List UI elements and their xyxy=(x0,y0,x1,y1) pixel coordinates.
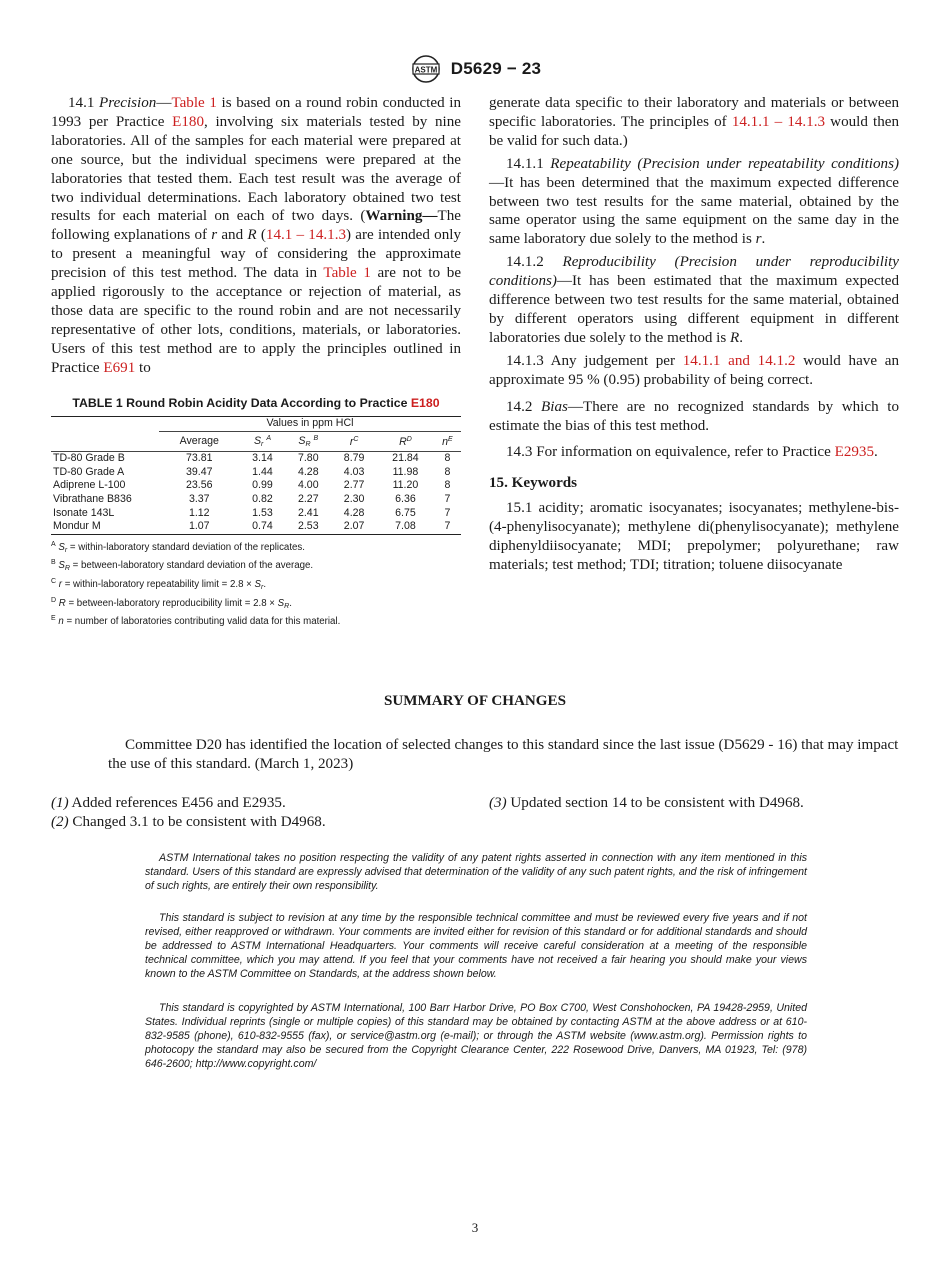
left-column xyxy=(51,94,461,378)
group-header: Values in ppm HCl xyxy=(159,417,461,432)
e180-link[interactable]: E180 xyxy=(410,396,440,410)
table-row: Adiprene L-100 23.56 0.99 4.00 2.77 11.20 8 xyxy=(53,479,451,492)
right-column xyxy=(489,94,899,575)
table-title: TABLE 1 Round Robin Acidity Data According to Practice E180 xyxy=(72,396,440,410)
footnote-a: $^A$ $S_r$ = within-laboratory standard deviation of the replicates. xyxy=(51,540,305,554)
column-header: $r^C$ xyxy=(349,436,359,449)
summary-text: Committee D20 has identified the location of selected changes to this standard since the last issue (D5629 - 16) that may impact the use of this standard. (March 1, 2023) xyxy=(108,737,899,772)
e180-link[interactable]: E180 xyxy=(172,113,205,130)
paragraph-14-1-3: 14.1.3 Any judgement per 14.1.1 and 14.1.2 would have an approximate 95 % (0.95) probability of being correct. xyxy=(489,352,900,388)
footnote-b: $^B$ $S_R$ = between-laboratory standard deviation of the average. xyxy=(51,559,314,573)
column-header: Average xyxy=(179,434,219,447)
section-range-link[interactable]: 14.1.1 – 14.1.3 xyxy=(731,113,826,130)
footnote-e: $^E$ n = number of laboratories contributing valid data for this material. xyxy=(51,615,341,628)
footnote-c: $^C$ r = within-laboratory repeatability limit = $2.8 \times S_r$. xyxy=(51,577,267,591)
table-row: Isonate 143L 1.12 1.53 2.41 4.28 6.75 7 xyxy=(53,506,451,519)
section-range-link[interactable]: 14.1 – 14.1.3 xyxy=(265,227,347,244)
paragraph-14-1-2: 14.1.2 Reproducibility (Precision under reproducibility conditions)—It has been estimated that the maximum expected difference between two test results for the same material, obtained by different operators using different equipment in different laboratories due solely to the method is R. xyxy=(489,254,899,346)
astm-logo-icon xyxy=(409,54,443,84)
paragraph-14-3: 14.3 For information on equivalence, refer to Practice E2935. xyxy=(506,444,878,461)
column-header: $S_R$ $^B$ xyxy=(298,434,319,448)
table-row: TD-80 Grade A 39.47 1.44 4.28 4.03 11.98 8 xyxy=(53,465,451,478)
section-15-heading: 15. Keywords xyxy=(489,475,578,492)
table-1 xyxy=(51,396,461,629)
footnote-d: $^D$ R = between-laboratory reproducibility limit = $2.8 \times S_R$. xyxy=(51,596,292,610)
svg-text:ASTM: ASTM xyxy=(414,65,438,75)
acidity-data-table xyxy=(51,416,461,535)
table-footnotes xyxy=(51,539,461,629)
section-ref-link[interactable]: 14.1.1 and 14.1.2 xyxy=(682,352,796,369)
changes-list-right xyxy=(489,794,909,813)
patent-notice: ASTM International takes no position respecting the validity of any patent rights asserted in connection with any item mentioned in this standard. Users of this standard are expressly advised that determination of the validity of any such patent rights, and the risk of infringement of such rights, are entirely their own responsibility. xyxy=(145,852,807,892)
page-header xyxy=(0,54,950,84)
e691-link[interactable]: E691 xyxy=(103,359,136,376)
change-item: (3) Updated section 14 to be consistent with D4968. xyxy=(489,795,804,811)
e2935-link[interactable]: E2935 xyxy=(834,444,875,461)
paragraph-continuation: generate data specific to their laboratory and materials or between specific laboratories. The principles of 14.1.1 – 14.1.3 would then be valid for such data.) xyxy=(489,95,900,149)
standard-designation: D5629 − 23 xyxy=(450,59,542,78)
changes-list-left xyxy=(51,794,471,832)
paragraph-14-1-1: 14.1.1 Repeatability (Precision under repeatability conditions)—It has been determined that the maximum expected difference between two test results for the same material, obtained by the same operator using the same equipment on the same day in the same laboratory due solely to the method is r. xyxy=(489,155,899,248)
column-header: $R^D$ xyxy=(399,436,412,449)
table-row: TD-80 Grade B 73.81 3.14 7.80 8.79 21.84 8 xyxy=(53,452,451,465)
table-header-row xyxy=(51,431,461,452)
column-header: $n^E$ xyxy=(442,436,453,449)
paragraph-15-1: 15.1 acidity; aromatic isocyanates; isocyanates; methylene-bis-(4-phenylisocyanate); methylene di(phenylisocyanate); methylene diphenyldiisocyanate; MDI; prepolymer; polyurethane; raw materials; test method; TDI; titration; toluene diisocyanate xyxy=(489,500,899,573)
table-1-link[interactable]: Table 1 xyxy=(323,265,371,282)
summary-heading: SUMMARY OF CHANGES xyxy=(384,693,566,709)
table-row: Mondur M 1.07 0.74 2.53 2.07 7.08 7 xyxy=(51,520,461,534)
change-item: (2) Changed 3.1 to be consistent with D4968. xyxy=(51,813,326,830)
paragraph-14-1: 14.1 Precision—Table 1 is based on a round robin conducted in 1993 per Practice E180, involving six materials tested by nine laboratories. All of the samples for each material were prepared at one source, but the individual specimens were prepared at the laboratories that tested them. Each test result was the average of two individual determinations. Each laboratory obtained two test results for each material on each of two days. (Warning—The following explanations of r and R (14.1 – 14.1.3) are intended only to present a meaningful way of considering the approximate precision of this test method. The data in Table 1 are not to be applied rigorously to the acceptance or rejection of material, as those data are specific to the round robin and are not necessarily representative of other lots, conditions, materials, or laboratories. Users of this test method are to apply the principles outlined in Practice E691 to xyxy=(51,95,462,376)
copyright-notice: This standard is copyrighted by ASTM International, 100 Barr Harbor Drive, PO Box C700, West Conshohocken, PA 19428-2959, United States. Individual reprints (single or multiple copies) of this standard may be obtained by contacting ASTM at the above address or at 610-832-9585 (phone), 610-832-9555 (fax), or service@astm.org (e-mail); or through the ASTM website (www.astm.org). Permission rights to photocopy the standard may also be secured from the Copyright Clearance Center, 222 Rosewood Drive, Danvers, MA 01923, Tel: (978) 646-2600; http://www.copyright.com/ xyxy=(145,1002,807,1070)
revision-notice: This standard is subject to revision at any time by the responsible technical committee and must be reviewed every five years and if not revised, either reapproved or withdrawn. Your comments are invited either for revision of this standard or for additional standards and should be addressed to ASTM International Headquarters. Your comments will receive careful consideration at a meeting of the responsible technical committee, which you may attend. If you feel that your comments have not received a fair hearing you should make your views known to the ASTM Committee on Standards, at the address shown below. xyxy=(145,912,807,980)
column-header: $S_r$ $^A$ xyxy=(253,434,271,448)
change-item: (1) Added references E456 and E2935. xyxy=(51,795,286,811)
paragraph-14-2: 14.2 Bias—There are no recognized standards by which to estimate the bias of this test method. xyxy=(489,398,899,434)
table-row: Vibrathane B836 3.37 0.82 2.27 2.30 6.36 7 xyxy=(53,492,451,505)
page-number: 3 xyxy=(471,1220,479,1235)
table-1-link[interactable]: Table 1 xyxy=(171,95,217,111)
